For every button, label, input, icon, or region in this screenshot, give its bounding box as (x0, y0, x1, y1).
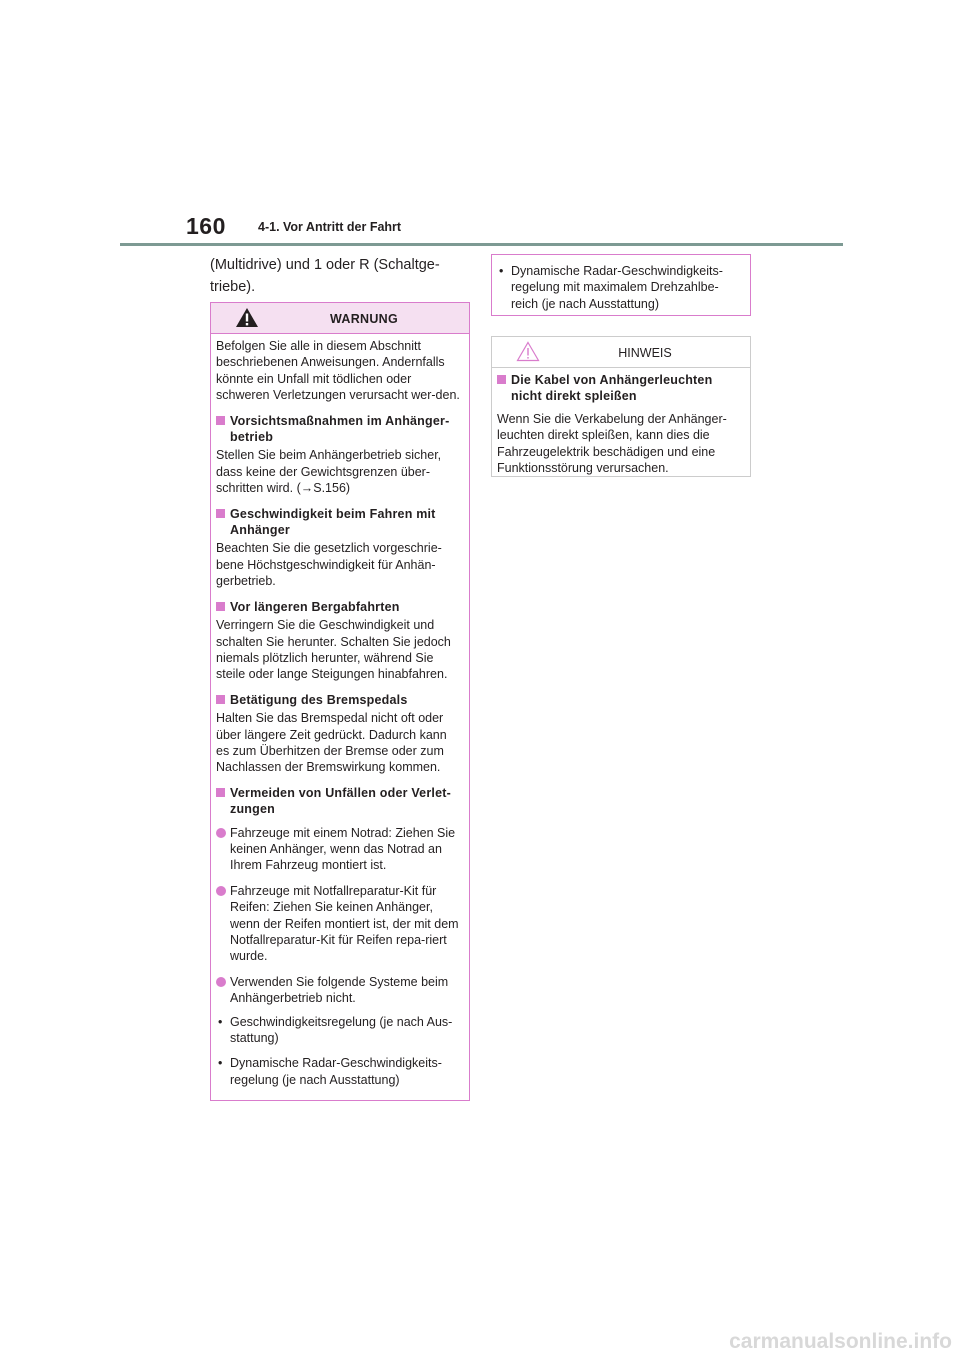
notice-box (491, 336, 751, 477)
warning-section-heading: Betätigung des Bremspedals (216, 692, 463, 708)
warning-intro: Befolgen Sie alle in diesem Abschnitt beschriebenen Anweisungen. Andernfalls könnte ein Unfall mit tödlichen oder schweren Verletzungen verursacht wer-den. (216, 339, 460, 403)
circle-bullet-icon (216, 886, 226, 896)
intro-text: (Multidrive) und 1 oder R (Schaltge-triebe). (210, 257, 440, 295)
warning-section-text: Halten Sie das Bremspedal nicht oft oder über längere Zeit gedrückt. Dadurch kann es zum Überhitzen der Bremse oder zum Nachlassen der Bremswirkung kommen. (216, 711, 447, 775)
square-bullet-icon (216, 416, 225, 425)
list-item: • Dynamische Radar-Geschwindigkeits-regelung (je nach Ausstattung) (218, 1056, 442, 1087)
warning-title: WARNUNG (329, 312, 399, 326)
warning-triangle-icon (235, 307, 259, 328)
list-item: Fahrzeuge mit Notfallreparatur-Kit für Reifen: Ziehen Sie keinen Anhänger, wenn der Reifen montiert ist, der mit dem Notfallreparatur-Kit für Reifen repa-riert wurde. (216, 883, 463, 965)
list-item: Fahrzeuge mit einem Notrad: Ziehen Sie keinen Anhänger, wenn das Notrad an Ihrem Fahrzeug montiert ist. (216, 825, 463, 874)
notice-title: HINWEIS (618, 346, 672, 360)
square-bullet-icon (497, 375, 506, 384)
list-item: Verwenden Sie folgende Systeme beim Anhängerbetrieb nicht. (216, 974, 463, 1007)
warning-box (210, 302, 470, 1101)
notice-header (492, 337, 750, 368)
square-bullet-icon (216, 509, 225, 518)
circle-bullet-icon (216, 828, 226, 838)
list-item: • Geschwindigkeitsregelung (je nach Aus-stattung) (218, 1014, 453, 1046)
warning-header (211, 303, 469, 334)
warning-box-continued (491, 254, 751, 316)
warning-section-heading: Vor längeren Bergabfahrten (216, 599, 463, 615)
warning-section-heading: Vermeiden von Unfällen oder Verlet-zungen (216, 785, 463, 818)
watermark: carmanualsonline.info (729, 1330, 952, 1353)
list-item: • Dynamische Radar-Geschwindigkeits-regelung mit maximalem Drehzahlbe-reich (je nach Ausstattung) (499, 264, 723, 311)
notice-text: Wenn Sie die Verkabelung der Anhänger-leuchten direkt spleißen, kann dies die Fahrzeugelektrik beschädigen und eine Funktionsstörung verursachen. (497, 411, 727, 476)
square-bullet-icon (216, 602, 225, 611)
square-bullet-icon (216, 788, 225, 797)
warning-section-heading: Geschwindigkeit beim Fahren mit Anhänger (216, 506, 463, 539)
square-bullet-icon (216, 695, 225, 704)
warning-section-text: Verringern Sie die Geschwindigkeit und schalten Sie herunter. Schalten Sie jedoch niemals plötzlich herunter, während Sie steile oder lange Steigungen hinabfahren. (216, 618, 451, 682)
page-number: 160 (186, 213, 226, 239)
warning-section-text: Beachten Sie die gesetzlich vorgeschrie-bene Höchstgeschwindigkeit für Anhän-gerbetrieb. (216, 541, 442, 589)
header-rule (120, 243, 843, 246)
warning-section-heading: Vorsichtsmaßnahmen im Anhänger-betrieb (216, 413, 463, 446)
section-title: 4-1. Vor Antritt der Fahrt (258, 220, 402, 234)
caution-triangle-icon (516, 341, 540, 362)
circle-bullet-icon (216, 977, 226, 987)
notice-heading: Die Kabel von Anhängerleuchten nicht direkt spleißen (497, 372, 744, 405)
warning-section-text: Stellen Sie beim Anhängerbetrieb sicher, dass keine der Gewichtsgrenzen über-schritten wird. (→S.156) (216, 448, 442, 496)
